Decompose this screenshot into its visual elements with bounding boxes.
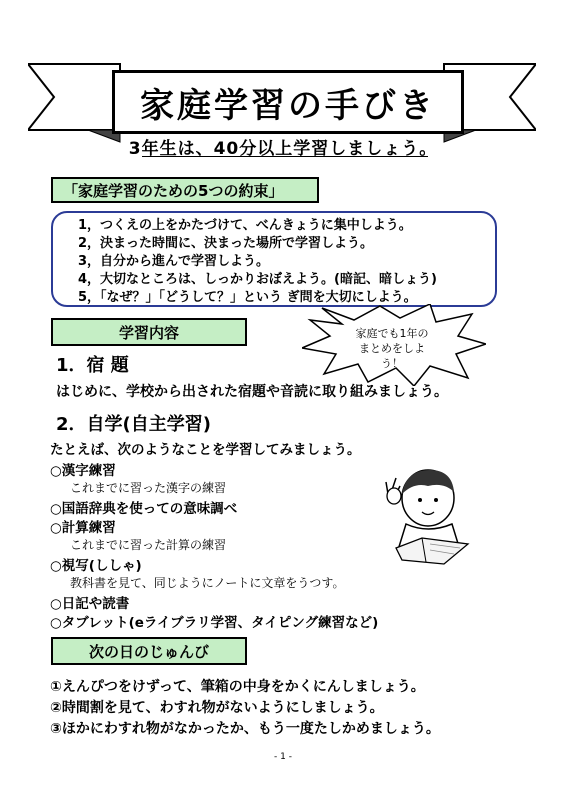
page-title: 家庭学習の手びき [112, 70, 464, 134]
study-item: ○視写(ししゃ) [50, 558, 142, 574]
promises-heading: 「家庭学習のための5つの約束」 [51, 177, 319, 203]
promise-item: 4，大切なところは、しっかりおぼえよう。(暗記、暗しょう) [78, 272, 437, 287]
study-item-note: これまでに習った漢字の練習 [70, 481, 227, 495]
next-day-item: ①えんぴつをけずって、筆箱の中身をかくにんしましょう。 [50, 679, 425, 695]
study-heading: 学習内容 [51, 318, 247, 346]
promise-item: 3，自分から進んで学習しよう。 [78, 254, 270, 269]
subtitle: 3年生は、40分以上学習しましょう。 [128, 139, 438, 159]
section-self-study-title: 2．自学(自主学習) [56, 414, 211, 435]
self-study-intro: たとえば、次のようなことを学習してみましょう。 [50, 442, 361, 458]
page-number: - 1 - [274, 752, 292, 762]
promise-item: 1，つくえの上をかたづけて、べんきょうに集中しよう。 [78, 218, 412, 233]
subtitle-underline [142, 156, 428, 157]
student-illustration [382, 464, 472, 574]
next-day-item: ②時間割を見て、わすれ物がないようにしましょう。 [50, 700, 384, 716]
study-item: ○タブレット(eライブラリ学習、タイピング練習など) [50, 615, 379, 631]
study-item: ○漢字練習 [50, 463, 116, 479]
homework-text: はじめに、学校から出された宿題や音読に取り組みましょう。 [56, 384, 448, 400]
study-item-note: 教科書を見て、同じようにノートに文章をうつす。 [70, 576, 345, 590]
promise-item: 2，決まった時間に、決まった場所で学習しよう。 [78, 236, 374, 251]
next-day-heading: 次の日のじゅんび [51, 637, 247, 665]
starburst-text: 家庭でも1年のまとめをしよう！ [355, 327, 429, 370]
study-item: ○国語辞典を使っての意味調べ [50, 501, 238, 517]
next-day-item: ③ほかにわすれ物がなかったか、もう一度たしかめましょう。 [50, 721, 440, 737]
study-item: ○日記や読書 [50, 596, 130, 612]
study-item: ○計算練習 [50, 520, 116, 536]
promise-item: 5，「なぜ？」「どうして？」という ぎ問を大切にしよう。 [78, 290, 417, 305]
study-item-note: これまでに習った計算の練習 [70, 538, 227, 552]
section-homework-title: 1．宿 題 [56, 355, 129, 376]
